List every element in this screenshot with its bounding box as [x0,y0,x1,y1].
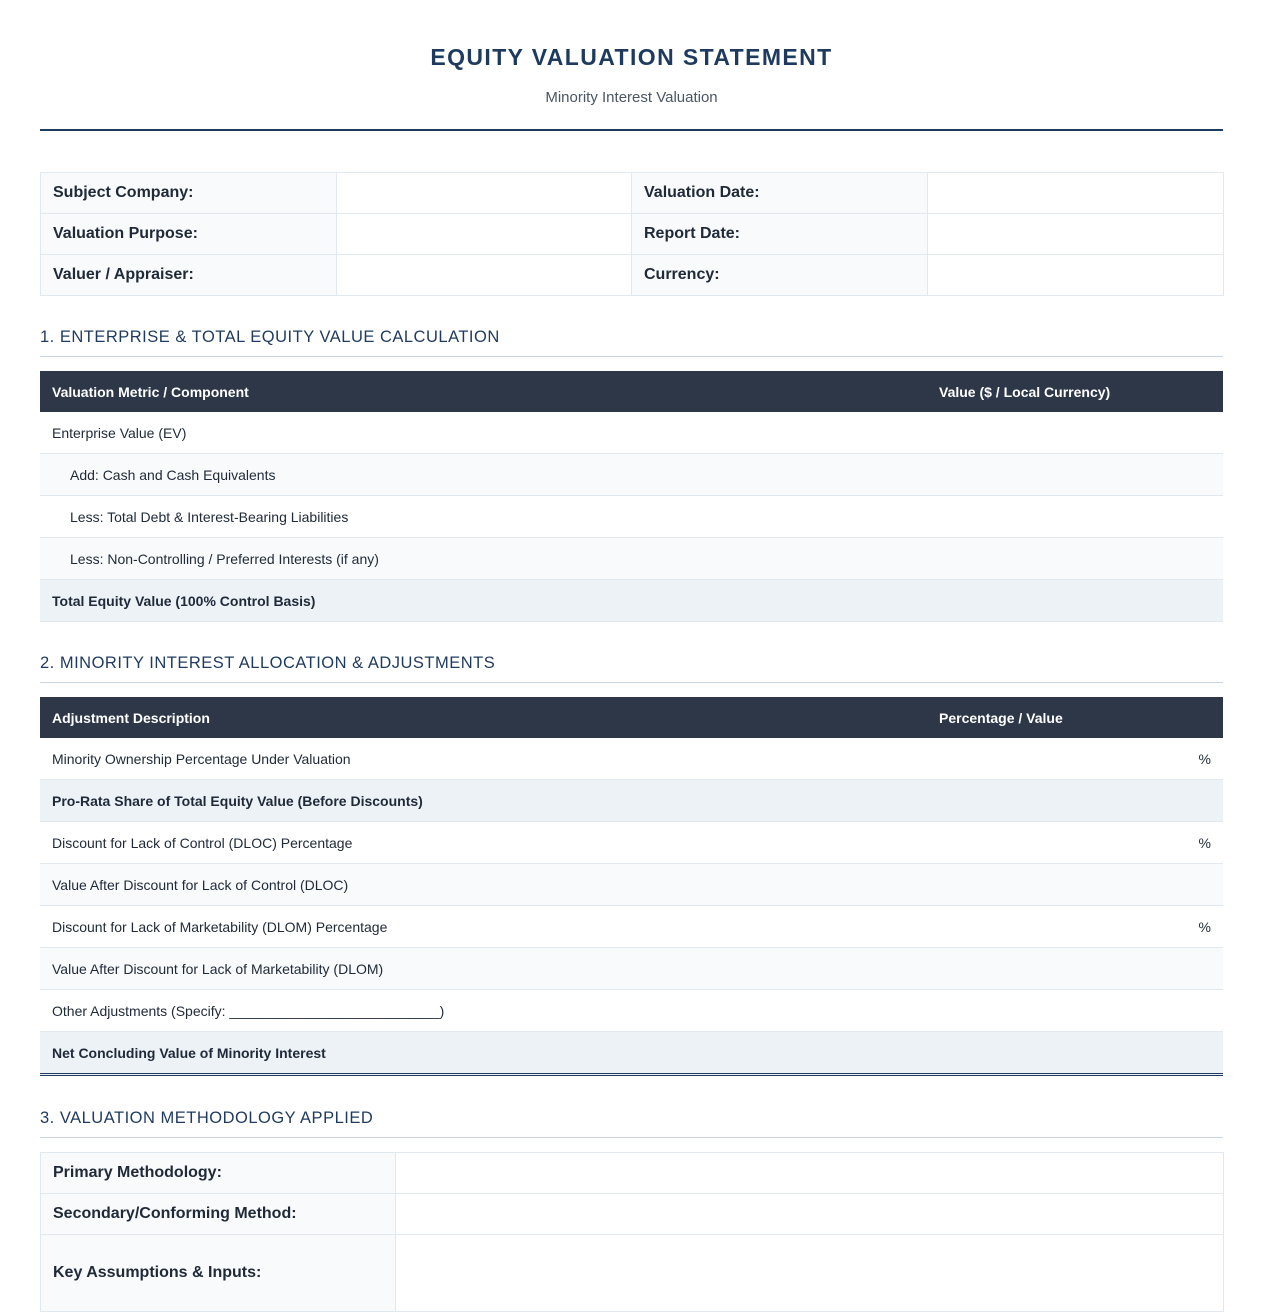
column-header-value: Value ($ / Local Currency) [927,371,1223,412]
document-title: EQUITY VALUATION STATEMENT [430,44,833,70]
row-label: Value After Discount for Lack of Control (DLOC) [40,864,927,906]
currency-field[interactable] [928,255,1224,296]
equity-value-table [40,371,1223,622]
row-label: Less: Total Debt & Interest-Bearing Liabilities [40,496,927,538]
value-cell[interactable] [927,412,1223,454]
row-label: Pro-Rata Share of Total Equity Value (Before Discounts) [40,780,927,822]
value-cell[interactable] [927,1032,1223,1075]
row-label: Minority Ownership Percentage Under Valuation [40,738,927,780]
row-label: Total Equity Value (100% Control Basis) [40,580,927,622]
row-label: Net Concluding Value of Minority Interest [40,1032,927,1075]
percent-cell[interactable]: % [927,738,1223,780]
column-header-description: Adjustment Description [40,697,927,738]
value-cell[interactable] [927,780,1223,822]
report-date-label: Report Date: [632,214,928,255]
subtotal-row [40,780,1223,822]
value-cell[interactable] [927,580,1223,622]
final-total-row [40,1032,1223,1075]
subject-company-label: Subject Company: [41,173,337,214]
table-row [40,538,1223,580]
title-divider [40,129,1223,131]
section-3-heading: 3. VALUATION METHODOLOGY APPLIED [40,1109,1223,1138]
row-label: Add: Cash and Cash Equivalents [40,454,927,496]
value-cell[interactable] [927,864,1223,906]
value-cell[interactable] [927,948,1223,990]
row-label: Enterprise Value (EV) [40,412,927,454]
column-header-metric: Valuation Metric / Component [40,371,927,412]
table-row [40,906,1223,948]
row-label: Discount for Lack of Control (DLOC) Percentage [40,822,927,864]
valuation-purpose-field[interactable] [337,214,632,255]
table-row [40,454,1223,496]
primary-methodology-label: Primary Methodology: [41,1153,396,1194]
key-assumptions-field[interactable] [396,1235,1224,1312]
table-row [40,864,1223,906]
row-label: Discount for Lack of Marketability (DLOM) Percentage [40,906,927,948]
percent-cell[interactable]: % [927,906,1223,948]
row-label: Value After Discount for Lack of Marketability (DLOM) [40,948,927,990]
subject-company-field[interactable] [337,173,632,214]
valuer-field[interactable] [337,255,632,296]
key-assumptions-label: Key Assumptions & Inputs: [41,1235,396,1312]
total-row [40,580,1223,622]
percent-cell[interactable]: % [927,822,1223,864]
secondary-method-label: Secondary/Conforming Method: [41,1194,396,1235]
document-subtitle: Minority Interest Valuation [545,89,718,106]
table-row [40,822,1223,864]
table-header-row [40,697,1223,738]
report-date-field[interactable] [928,214,1224,255]
row-label: Other Adjustments (Specify: ___________________________) [40,990,927,1032]
table-row [40,948,1223,990]
table-row [40,496,1223,538]
minority-adjustments-table [40,697,1223,1076]
primary-methodology-field[interactable] [396,1153,1224,1194]
row-label: Less: Non-Controlling / Preferred Interests (if any) [40,538,927,580]
secondary-method-field[interactable] [396,1194,1224,1235]
value-cell[interactable] [927,454,1223,496]
valuer-label: Valuer / Appraiser: [41,255,337,296]
table-row [40,738,1223,780]
section-1-heading: 1. ENTERPRISE & TOTAL EQUITY VALUE CALCULATION [40,328,1223,357]
valuation-date-label: Valuation Date: [632,173,928,214]
table-row [40,412,1223,454]
value-cell[interactable] [927,990,1223,1032]
value-cell[interactable] [927,496,1223,538]
valuation-purpose-label: Valuation Purpose: [41,214,337,255]
section-2-heading: 2. MINORITY INTEREST ALLOCATION & ADJUSTMENTS [40,654,1223,683]
report-info-grid [40,172,1224,296]
table-row [40,990,1223,1032]
column-header-percentage-value: Percentage / Value [927,697,1223,738]
table-header-row [40,371,1223,412]
value-cell[interactable] [927,538,1223,580]
valuation-date-field[interactable] [928,173,1224,214]
methodology-grid [40,1152,1224,1312]
currency-label: Currency: [632,255,928,296]
